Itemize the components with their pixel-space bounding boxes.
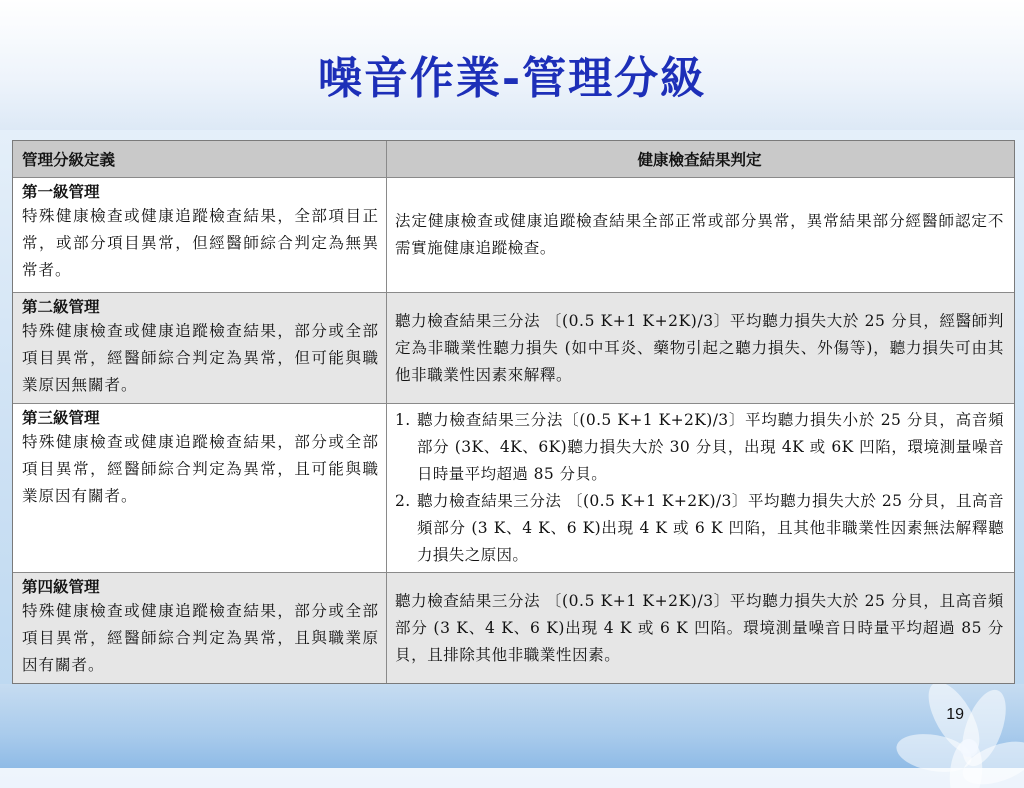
level-criteria: 聽力檢查結果三分法 〔(0.5 K+1 K+2K)/3〕平均聽力損失大於 25 分貝，經醫師判定為非職業性聽力損失 (如中耳炎、藥物引起之聽力損失、外傷等)，聽力損失可由其他非職業性因素來解釋。 (395, 311, 1004, 384)
management-level-table (12, 140, 1015, 684)
level-definition: 特殊健康檢查或健康追蹤檢查結果，部分或全部項目異常，經醫師綜合判定為異常，且可能與職業原因有關者。 (22, 433, 379, 505)
level-name: 第一級管理 (22, 182, 100, 201)
table-row-level-4 (13, 573, 1014, 683)
page-number: 19 (946, 706, 964, 723)
level-definition: 特殊健康檢查或健康追蹤檢查結果，全部項目正常，或部分項目異常，但經醫師綜合判定為無異常者。 (22, 207, 379, 279)
level-name: 第三級管理 (22, 408, 100, 427)
page-title: 噪音作業-管理分級 (317, 53, 707, 104)
level-criteria: 法定健康檢查或健康追蹤檢查結果全部正常或部分異常，異常結果部分經醫師認定不需實施健康追蹤檢查。 (395, 212, 1004, 257)
table-row-level-2 (13, 293, 1014, 404)
column-header-definition: 管理分級定義 (13, 141, 387, 177)
level-name: 第四級管理 (22, 577, 100, 596)
level-name: 第二級管理 (22, 297, 100, 316)
level-criteria: 聽力檢查結果三分法 〔(0.5 K+1 K+2K)/3〕平均聽力損失大於 25 分貝，且高音頻部分 (3 K、4 K、6 K)出現 4 K 或 6 K 凹陷。環境測量噪音日時量平均超過 85 分貝，且排除其他非職業性因素。 (395, 591, 1004, 664)
criteria-list-item: 1. 聽力檢查結果三分法〔(0.5 K+1 K+2K)/3〕平均聽力損失小於 25 分貝，高音頻部分 (3K、4K、6K)聽力損失大於 30 分貝，出現 4K 或 6K 凹陷，環境測量噪音日時量平均超過 85 分貝。 (395, 407, 1004, 488)
level-criteria: 聽力檢查結果三分法〔(0.5 K+1 K+2K)/3〕平均聽力損失小於 25 分貝，高音頻部分 (3K、4K、6K)聽力損失大於 30 分貝，出現 4K 或 6K 凹陷，環境測量噪音日時量平均超過 85 分貝。 (417, 411, 1004, 483)
table-row-level-3 (13, 404, 1014, 573)
criteria-list-item: 2. 聽力檢查結果三分法 〔(0.5 K+1 K+2K)/3〕平均聽力損失大於 25 分貝，且高音頻部分 (3 K、4 K、6 K)出現 4 K 或 6 K 凹陷，且其他非職業性因素無法解釋聽力損失之原因。 (395, 488, 1004, 569)
column-header-criteria: 健康檢查結果判定 (637, 150, 762, 169)
level-definition: 特殊健康檢查或健康追蹤檢查結果，部分或全部項目異常，經醫師綜合判定為異常，但可能與職業原因無關者。 (22, 322, 379, 394)
level-criteria: 聽力檢查結果三分法 〔(0.5 K+1 K+2K)/3〕平均聽力損失大於 25 分貝，且高音頻部分 (3 K、4 K、6 K)出現 4 K 或 6 K 凹陷，且其他非職業性因素無法解釋聽力損失之原因。 (417, 492, 1004, 564)
table-row-level-1 (13, 178, 1014, 293)
table-header-row (13, 141, 1014, 178)
level-definition: 特殊健康檢查或健康追蹤檢查結果，部分或全部項目異常，經醫師綜合判定為異常，且與職業原因有關者。 (22, 602, 379, 674)
